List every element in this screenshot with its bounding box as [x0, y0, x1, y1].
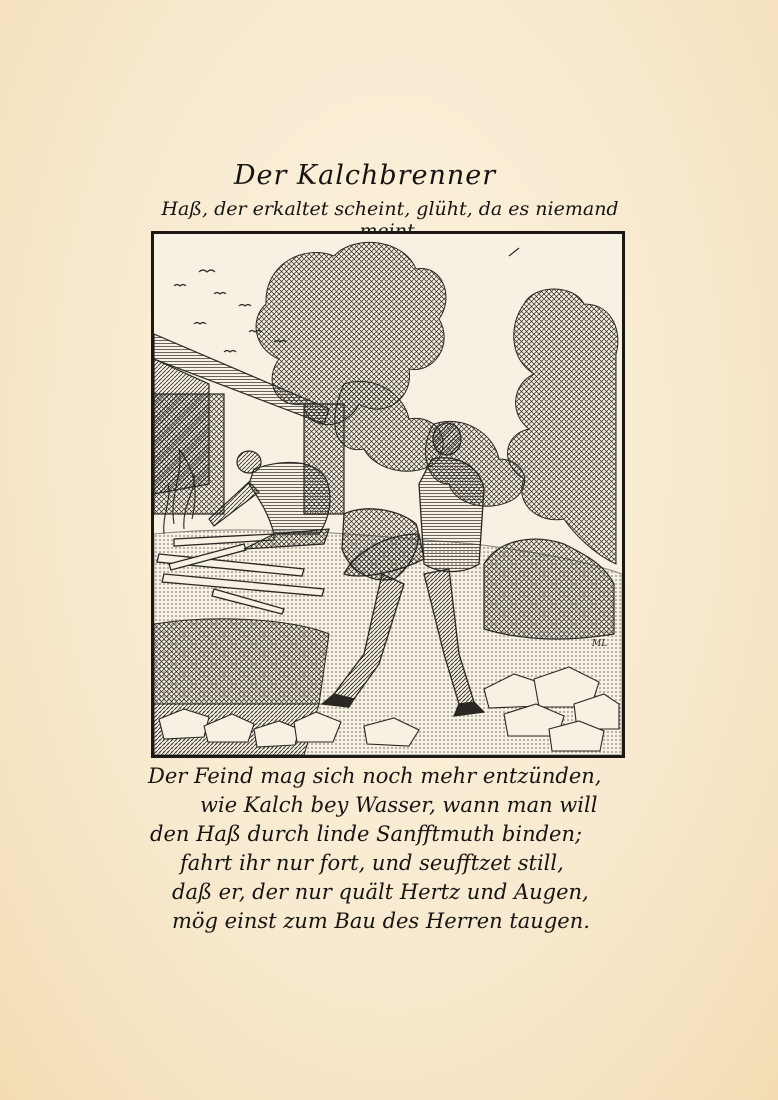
verse-line-5: daß er, der nur quält Hertz und Augen,	[172, 880, 589, 904]
verse-line-1: Der Feind mag sich noch mehr entzünden,	[148, 764, 602, 788]
engraving-illustration	[151, 231, 625, 758]
verse-line-2: wie Kalch bey Wasser, wann man will	[200, 793, 598, 817]
verse-line-3: den Haß durch linde Sanfftmuth binden;	[150, 822, 583, 846]
verse-block	[140, 762, 640, 936]
engraver-signature: ML	[592, 639, 608, 649]
motto-line: Haß, der erkaltet scheint, glüht, da es niemand	[161, 198, 619, 220]
verse-line-4: fahrt ihr nur fort, und seufftzet still,	[180, 851, 564, 875]
verse-line-6: mög einst zum Bau des Herren taugen.	[172, 909, 590, 933]
page-title: Der Kalchbrenner	[233, 160, 497, 191]
